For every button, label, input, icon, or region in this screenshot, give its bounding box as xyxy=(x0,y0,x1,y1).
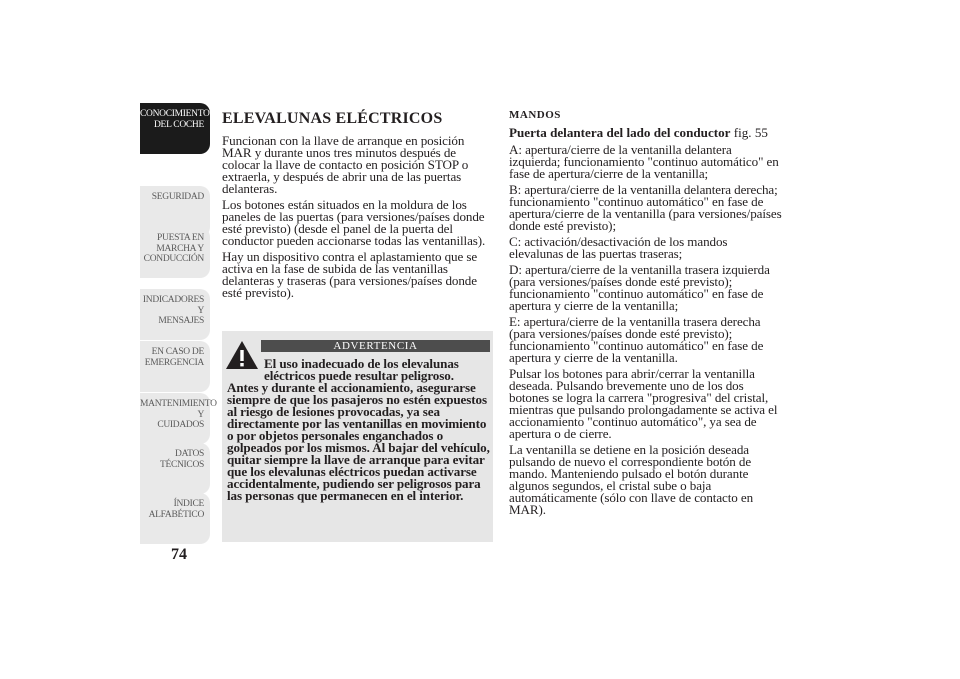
tab-puesta-en-marcha[interactable] xyxy=(140,227,210,278)
tab-indice-alfabetico[interactable] xyxy=(140,493,210,544)
paragraph: D: apertura/cierre de la ventanilla trasera izquierda (para versiones/países donde esté previsto); funcionamiento "continuo automático" en fase de apertura y cierre de la ventanilla; xyxy=(509,262,770,313)
figure-reference[interactable]: fig. 55 xyxy=(733,125,768,140)
warning-body: Antes y durante el accionamiento, asegurarse siempre de que los pasajeros no estén expuestos al riesgo de lesiones provocadas, ya sea directamente por las ventanillas en movimiento o por objetos personales enganchados o golpeados por los mismos. Al bajar del vehículo, quitar siempre la llave de arranque para evitar que los elevalunas eléctricos puedan activarse accidentalmente, pudiendo ser peligrosos para las personas que permanecen en el interior. xyxy=(227,380,490,503)
paragraph: B: apertura/cierre de la ventanilla delantera derecha; funcionamiento "continuo automático" en fase de apertura/cierre de la ventanilla (para versiones/países donde esté previsto); xyxy=(509,182,782,233)
section-title: ELEVALUNAS ELÉCTRICOS xyxy=(222,110,443,127)
right-column xyxy=(509,109,784,520)
tab-label: MANTENIMIENTO Y CUIDADOS xyxy=(140,399,217,430)
paragraph: La ventanilla se detiene en la posición deseada pulsando de nuevo el correspondiente botón de mando. Manteniendo pulsado el botón durante algunos segundos, el cristal sube o baja automáticamente (sólo con llave de contacto en MAR). xyxy=(509,442,754,517)
tab-en-caso-de-emergencia[interactable] xyxy=(140,341,210,392)
tab-label: SEGURIDAD xyxy=(151,192,204,202)
tab-label: PUESTA EN MARCHA Y CONDUCCIÓN xyxy=(143,233,204,264)
tab-label: CONOCIMIENTO DEL COCHE xyxy=(140,109,210,130)
subsection-title: MANDOS xyxy=(509,109,561,121)
tab-conocimiento-del-coche[interactable] xyxy=(140,103,210,154)
paragraph: Hay un dispositivo contra el aplastamiento que se activa en la fase de subida de las ventanillas delanteras y traseras (para versiones/países donde esté previsto). xyxy=(222,249,478,300)
left-column xyxy=(222,110,494,303)
paragraph: Pulsar los botones para abrir/cerrar la ventanilla deseada. Pulsando brevemente uno de los dos botones se logra la carrera "progresiva" del cristal, mientras que pulsando prolongadamente se activa el accionamiento "continuo automático", ya sea de apertura o de cierre. xyxy=(509,366,778,441)
subsection-heading-bold: Puerta delantera del lado del conductor xyxy=(509,125,731,140)
tab-mantenimiento-y-cuidados[interactable] xyxy=(140,393,217,444)
paragraph: C: activación/desactivación de los mandos elevalunas de las puertas traseras; xyxy=(509,234,728,261)
tab-indicadores-y-mensajes[interactable] xyxy=(140,289,210,340)
tab-datos-tecnicos[interactable] xyxy=(140,443,210,494)
paragraph: E: apertura/cierre de la ventanilla trasera derecha (para versiones/países donde esté previsto); funcionamiento "continuo automático" en fase de apertura y cierre de la ventanilla. xyxy=(509,314,764,365)
paragraph: A: apertura/cierre de la ventanilla delantera izquierda; funcionamiento "continuo automático" en fase de apertura/cierre de la ventanilla; xyxy=(509,142,779,181)
paragraph: Funcionan con la llave de arranque en posición MAR y durante unos tres minutos después de colocar la llave de contacto en posición STOP o extraerla, y después de abrir una de las puertas delanteras. xyxy=(222,133,469,196)
paragraph: Los botones están situados en la moldura de los paneles de las puertas (para versiones/países donde esté previsto) (desde el panel de la puerta del conductor pueden accionarse todas las ventanillas). xyxy=(222,197,486,248)
subsection-heading xyxy=(509,127,784,139)
tab-label: EN CASO DE EMERGENCIA xyxy=(144,347,204,368)
warning-label: ADVERTENCIA xyxy=(261,340,490,352)
tab-label: ÍNDICE ALFABÉTICO xyxy=(148,499,204,520)
warning-lead: El uso inadecuado de los elevalunas eléctricos puede resultar peligroso. xyxy=(264,356,459,383)
warning-text xyxy=(227,358,490,502)
page-number: 74 xyxy=(171,546,187,563)
tab-label: INDICADORES Y MENSAJES xyxy=(142,295,204,326)
tab-label: DATOS TÉCNICOS xyxy=(159,449,204,470)
